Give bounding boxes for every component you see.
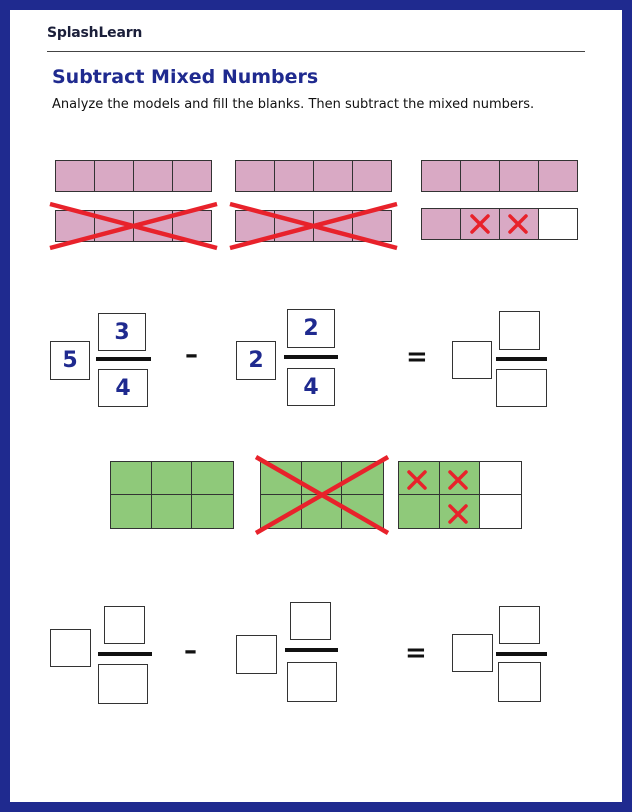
strip-cell	[314, 211, 353, 241]
area-model-crossed	[260, 461, 384, 529]
answer-denominator-input[interactable]	[496, 369, 547, 407]
grid-cell	[342, 495, 383, 528]
strip-cell	[173, 211, 211, 241]
strip-cell	[134, 161, 173, 191]
grid-cell-empty	[480, 462, 521, 495]
answer-whole-input[interactable]	[452, 634, 493, 672]
subtrahend-numerator-input[interactable]	[290, 602, 331, 640]
minuend-numerator-box: 3	[98, 313, 146, 351]
strip-cell	[134, 211, 173, 241]
minuend-denominator-input[interactable]	[98, 664, 148, 704]
strip-cell	[422, 161, 461, 191]
minus-sign: –	[184, 636, 197, 666]
x-mark-icon	[406, 469, 428, 491]
minuend-whole-input[interactable]	[50, 629, 91, 667]
x-mark-icon	[447, 469, 469, 491]
fraction-bar	[96, 357, 151, 361]
header-divider	[47, 51, 585, 52]
minus-sign: –	[185, 340, 198, 370]
strip-cell	[500, 161, 539, 191]
minuend-whole-box: 5	[50, 341, 90, 380]
splashlearn-logo: SplashLearn	[47, 25, 143, 41]
grid-cell	[302, 462, 343, 495]
strip-cell	[95, 161, 134, 191]
fraction-bar	[284, 355, 338, 359]
grid-cell	[152, 495, 193, 528]
strip-cell	[275, 211, 314, 241]
area-model-whole	[110, 461, 234, 529]
worksheet-instructions: Analyze the models and fill the blanks. Then subtract the mixed numbers.	[52, 97, 535, 112]
grid-cell	[111, 495, 152, 528]
strip-cell	[353, 211, 391, 241]
fraction-bar	[496, 357, 547, 361]
strip-cell	[314, 161, 353, 191]
grid-cell	[152, 462, 193, 495]
fraction-strip-crossed	[55, 210, 212, 242]
strip-cell	[275, 161, 314, 191]
strip-cell	[353, 161, 391, 191]
strip-cell	[539, 161, 577, 191]
answer-numerator-input[interactable]	[499, 606, 540, 644]
grid-cell	[192, 462, 233, 495]
subtrahend-denominator-box: 4	[287, 368, 335, 406]
grid-cell	[111, 462, 152, 495]
equals-sign: =	[405, 638, 427, 668]
strip-cell	[461, 161, 500, 191]
fraction-bar	[98, 652, 152, 656]
grid-cell	[302, 495, 343, 528]
x-mark-icon	[469, 213, 491, 235]
subtrahend-numerator-box: 2	[287, 309, 335, 348]
subtrahend-whole-box: 2	[236, 341, 276, 380]
equals-sign: =	[406, 342, 428, 372]
grid-cell	[192, 495, 233, 528]
x-mark-icon	[447, 503, 469, 525]
answer-numerator-input[interactable]	[499, 311, 540, 350]
grid-cell	[399, 495, 440, 528]
answer-whole-input[interactable]	[452, 341, 492, 379]
subtrahend-whole-input[interactable]	[236, 635, 277, 674]
minuend-denominator-box: 4	[98, 369, 148, 407]
x-mark-icon	[507, 213, 529, 235]
fraction-bar	[285, 648, 338, 652]
grid-cell-empty	[480, 495, 521, 528]
fraction-strip-whole	[235, 160, 392, 192]
strip-cell-empty	[539, 209, 577, 239]
worksheet-title: Subtract Mixed Numbers	[52, 66, 319, 88]
fraction-strip-whole	[421, 160, 578, 192]
fraction-bar	[496, 652, 547, 656]
minuend-numerator-input[interactable]	[104, 606, 145, 644]
fraction-strip-whole	[55, 160, 212, 192]
strip-cell	[173, 161, 211, 191]
strip-cell	[95, 211, 134, 241]
answer-denominator-input[interactable]	[498, 662, 541, 702]
strip-cell	[236, 161, 275, 191]
grid-cell	[261, 495, 302, 528]
grid-cell	[342, 462, 383, 495]
strip-cell	[422, 209, 461, 239]
strip-cell	[56, 161, 95, 191]
strip-cell	[56, 211, 95, 241]
fraction-strip-crossed	[235, 210, 392, 242]
fraction-strip-partial	[421, 208, 578, 240]
grid-cell	[261, 462, 302, 495]
strip-cell	[236, 211, 275, 241]
subtrahend-denominator-input[interactable]	[287, 662, 337, 702]
